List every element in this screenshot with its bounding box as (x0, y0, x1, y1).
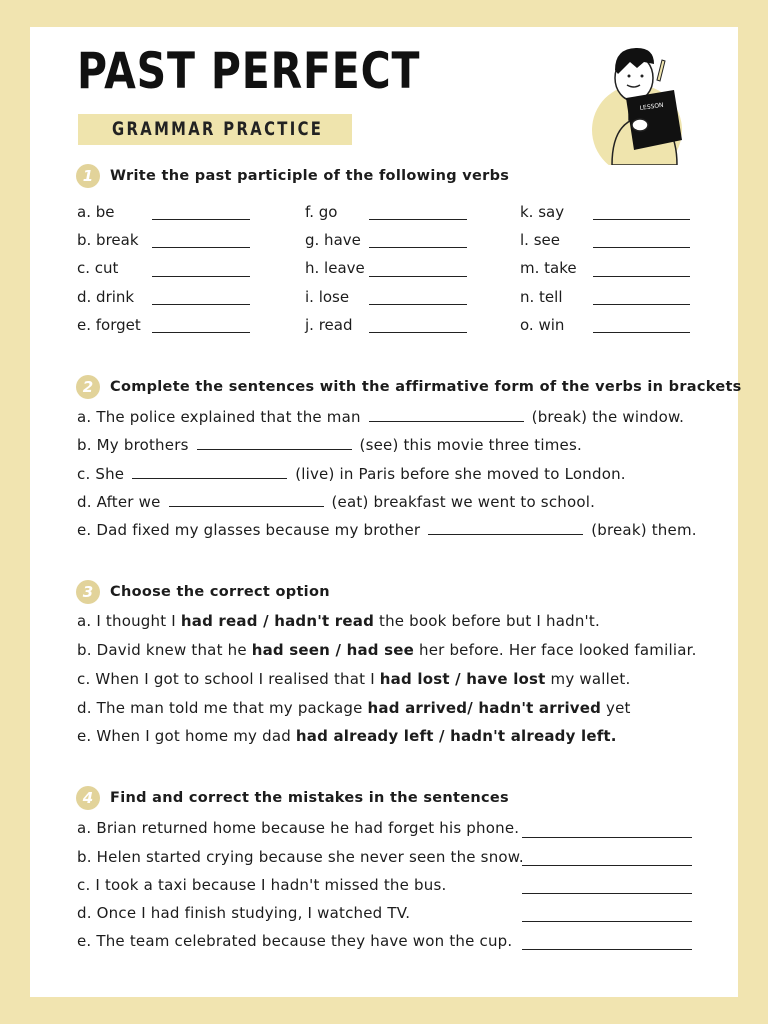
answer-blank[interactable] (593, 219, 690, 220)
section-heading: Find and correct the mistakes in the sentences (110, 790, 509, 806)
answer-blank[interactable] (593, 276, 690, 277)
section-number-badge: 2 (76, 375, 100, 399)
answer-blank[interactable] (428, 522, 583, 535)
book-label: LESSON (639, 101, 665, 112)
sentence-text: d. After we (77, 493, 161, 511)
sentence-text: (break) the window. (531, 408, 685, 426)
mistake-sentence: d. Once I had finish studying, I watched TV. (77, 904, 411, 922)
sentence-text: b. David knew that he (77, 641, 252, 659)
sentence-text: c. When I got to school I realised that I (77, 670, 380, 688)
section-number-badge: 4 (76, 786, 100, 810)
sentence-text: (eat) breakfast we went to school. (331, 493, 596, 511)
answer-blank[interactable] (152, 304, 250, 305)
sentence-text: yet (601, 699, 631, 717)
verb-item: j. read (305, 316, 353, 334)
sentence-text: my wallet. (545, 670, 631, 688)
answer-blank[interactable] (197, 437, 352, 450)
verb-item: i. lose (305, 288, 350, 306)
option-item (77, 612, 600, 630)
sentence-item (77, 408, 684, 426)
mistake-sentence: b. Helen started crying because she never seen the snow. (77, 848, 524, 866)
sentence-text: her before. Her face looked familiar. (414, 641, 697, 659)
option-item (77, 670, 630, 688)
answer-blank[interactable] (369, 247, 467, 248)
sentence-text: c. She (77, 465, 125, 483)
verb-item: d. drink (77, 288, 135, 306)
sentence-text: a. I thought I (77, 612, 181, 630)
section-2-header (76, 374, 742, 400)
mistake-sentence: a. Brian returned home because he had forget his phone. (77, 819, 520, 837)
section-number-badge: 3 (76, 580, 100, 604)
verb-item: e. forget (77, 316, 141, 334)
option-item (77, 641, 697, 659)
section-heading: Write the past participle of the following verbs (110, 168, 510, 184)
sentence-item (77, 493, 595, 511)
answer-blank[interactable] (522, 949, 692, 950)
verb-item: g. have (305, 231, 361, 249)
student-reading-illustration (582, 40, 692, 165)
section-4-header (76, 785, 509, 811)
answer-blank[interactable] (369, 332, 467, 333)
answer-blank[interactable] (522, 837, 692, 838)
verb-item: n. tell (520, 288, 563, 306)
option-item (77, 727, 617, 745)
option-choices[interactable]: had already left / hadn't already left. (295, 727, 617, 745)
sentence-item (77, 521, 697, 539)
sentence-text: (live) in Paris before she moved to London. (295, 465, 626, 483)
page-subtitle: GRAMMAR PRACTICE (112, 118, 324, 140)
sentence-text: the book before but I hadn't. (374, 612, 600, 630)
verb-item: a. be (77, 203, 115, 221)
answer-blank[interactable] (369, 219, 467, 220)
verb-item: m. take (520, 259, 577, 277)
answer-blank[interactable] (132, 466, 287, 479)
option-choices[interactable]: had lost / have lost (379, 670, 546, 688)
sentence-text: e. Dad fixed my glasses because my brother (77, 521, 421, 539)
verb-item: c. cut (77, 259, 119, 277)
verb-item: b. break (77, 231, 139, 249)
sentence-text: e. When I got home my dad (77, 727, 296, 745)
mistake-sentence: e. The team celebrated because they have won the cup. (77, 932, 513, 950)
answer-blank[interactable] (593, 332, 690, 333)
verb-item: k. say (520, 203, 565, 221)
answer-blank[interactable] (522, 921, 692, 922)
verb-item: h. leave (305, 259, 365, 277)
mistake-sentence: c. I took a taxi because I hadn't missed the bus. (77, 876, 447, 894)
verb-item: o. win (520, 316, 565, 334)
section-1-header (76, 163, 509, 189)
verb-item: l. see (520, 231, 560, 249)
answer-blank[interactable] (522, 893, 692, 894)
answer-blank[interactable] (593, 304, 690, 305)
answer-blank[interactable] (152, 219, 250, 220)
sentence-text: d. The man told me that my package (77, 699, 368, 717)
sentence-text: (see) this movie three times. (359, 436, 582, 454)
answer-blank[interactable] (522, 865, 692, 866)
answer-blank[interactable] (152, 247, 250, 248)
answer-blank[interactable] (152, 332, 250, 333)
verb-item: f. go (305, 203, 338, 221)
option-choices[interactable]: had read / hadn't read (180, 612, 375, 630)
sentence-text: a. The police explained that the man (77, 408, 361, 426)
option-choices[interactable]: had seen / had see (251, 641, 415, 659)
answer-blank[interactable] (593, 247, 690, 248)
option-item (77, 699, 631, 717)
page-title: PAST PERFECT (77, 42, 421, 100)
answer-blank[interactable] (369, 304, 467, 305)
answer-blank[interactable] (369, 276, 467, 277)
section-heading: Choose the correct option (110, 584, 330, 600)
section-number-badge: 1 (76, 164, 100, 188)
sentence-item (77, 465, 626, 483)
sentence-text: (break) them. (591, 521, 697, 539)
option-choices[interactable]: had arrived/ hadn't arrived (367, 699, 602, 717)
section-3-header (76, 579, 330, 605)
section-heading: Complete the sentences with the affirmative form of the verbs in brackets (110, 379, 742, 395)
answer-blank[interactable] (152, 276, 250, 277)
sentence-text: b. My brothers (77, 436, 189, 454)
answer-blank[interactable] (369, 409, 524, 422)
answer-blank[interactable] (169, 494, 324, 507)
sentence-item (77, 436, 582, 454)
